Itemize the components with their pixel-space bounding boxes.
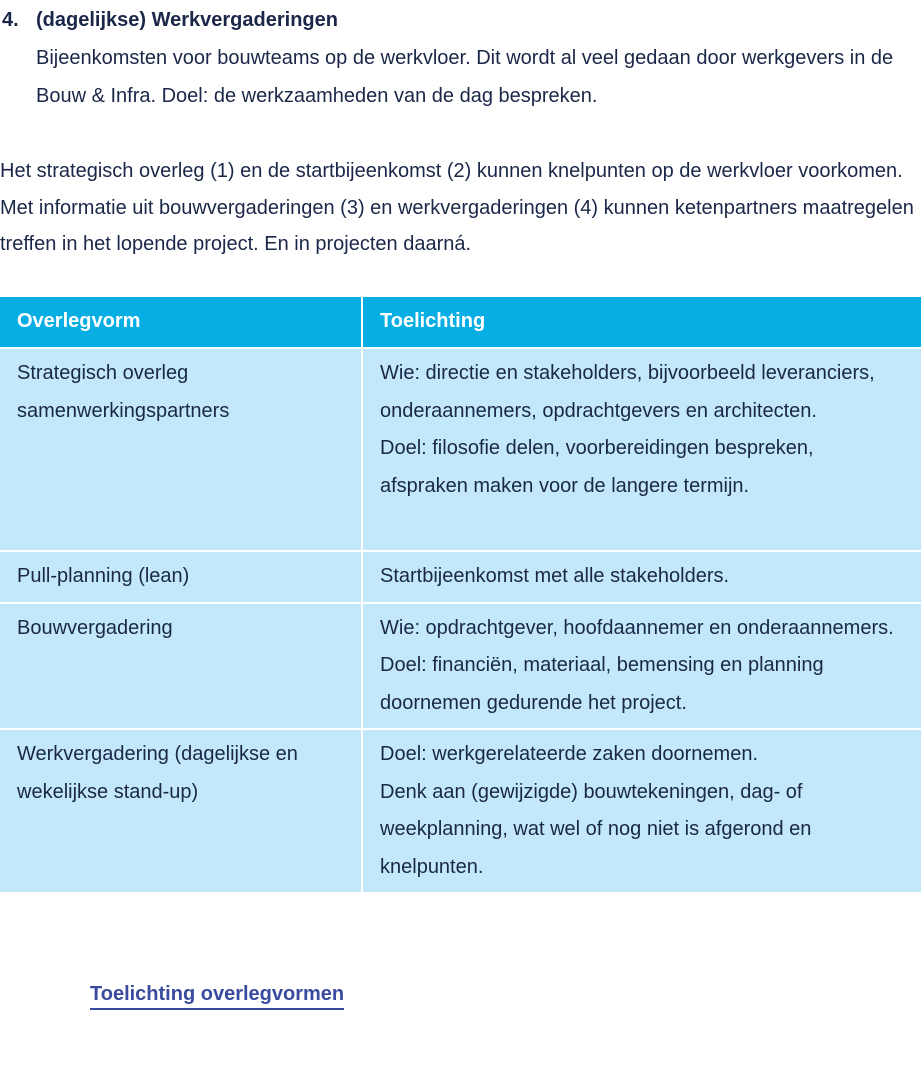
intro-paragraph: Het strategisch overleg (1) en de startbijeenkomst (2) kunnen knelpunten op de werkvloer voorkomen. Met informatie uit bouwvergaderingen (3) en werkvergaderingen (4) kunnen ketenpartners maatregelen treffen in het lopende project. En in projecten daarná.: [0, 160, 914, 255]
cell-explanation: [362, 348, 921, 551]
header-overlegvorm: Overlegvorm: [0, 297, 362, 348]
cell-form: Pull-planning (lean): [0, 551, 362, 603]
cell-form: Strategisch overleg samenwerkingspartners: [0, 348, 362, 551]
explanation-line: Doel: werkgerelateerde zaken doornemen.: [380, 743, 758, 765]
explanation-line: Wie: directie en stakeholders, bijvoorbeeld leveranciers, onderaannemers, opdrachtgevers en architecten.: [380, 362, 875, 422]
table-header-row: [0, 297, 921, 348]
meeting-types-table: [0, 297, 921, 892]
section-description: Bijeenkomsten voor bouwteams op de werkvloer. Dit wordt al veel gedaan door werkgevers in de Bouw & Infra. Doel: de werkzaamheden van de dag bespreken.: [36, 47, 894, 107]
explanation-line: Wie: opdrachtgever, hoofdaannemer en onderaannemers.: [380, 616, 894, 639]
explanation-line: Doel: financiën, materiaal, bemensing en planning doornemen gedurende het project.: [380, 654, 824, 714]
section-title: (dagelijkse) Werkvergaderingen: [36, 9, 338, 31]
table-row: [0, 348, 921, 551]
cell-explanation: [362, 603, 921, 730]
cell-explanation: [362, 729, 921, 892]
section-number: 4.: [2, 9, 19, 31]
cell-explanation: [362, 551, 921, 603]
table-row: [0, 603, 921, 730]
cell-form: Werkvergadering (dagelijkse en wekelijkse stand-up): [0, 729, 362, 892]
explanation-line: Doel: filosofie delen, voorbereidingen bespreken, afspraken maken voor de langere termijn.: [380, 437, 814, 497]
toelichting-overlegvormen-link[interactable]: Toelichting overlegvormen: [90, 980, 344, 1010]
table-row: [0, 729, 921, 892]
header-toelichting: Toelichting: [362, 297, 921, 348]
explanation-line: Startbijeenkomst met alle stakeholders.: [380, 565, 730, 587]
cell-form: Bouwvergadering: [0, 603, 362, 730]
explanation-line: Denk aan (gewijzigde) bouwtekeningen, dag- of weekplanning, wat wel of nog niet is afgerond en knelpunten.: [380, 780, 812, 878]
table-row: [0, 551, 921, 603]
